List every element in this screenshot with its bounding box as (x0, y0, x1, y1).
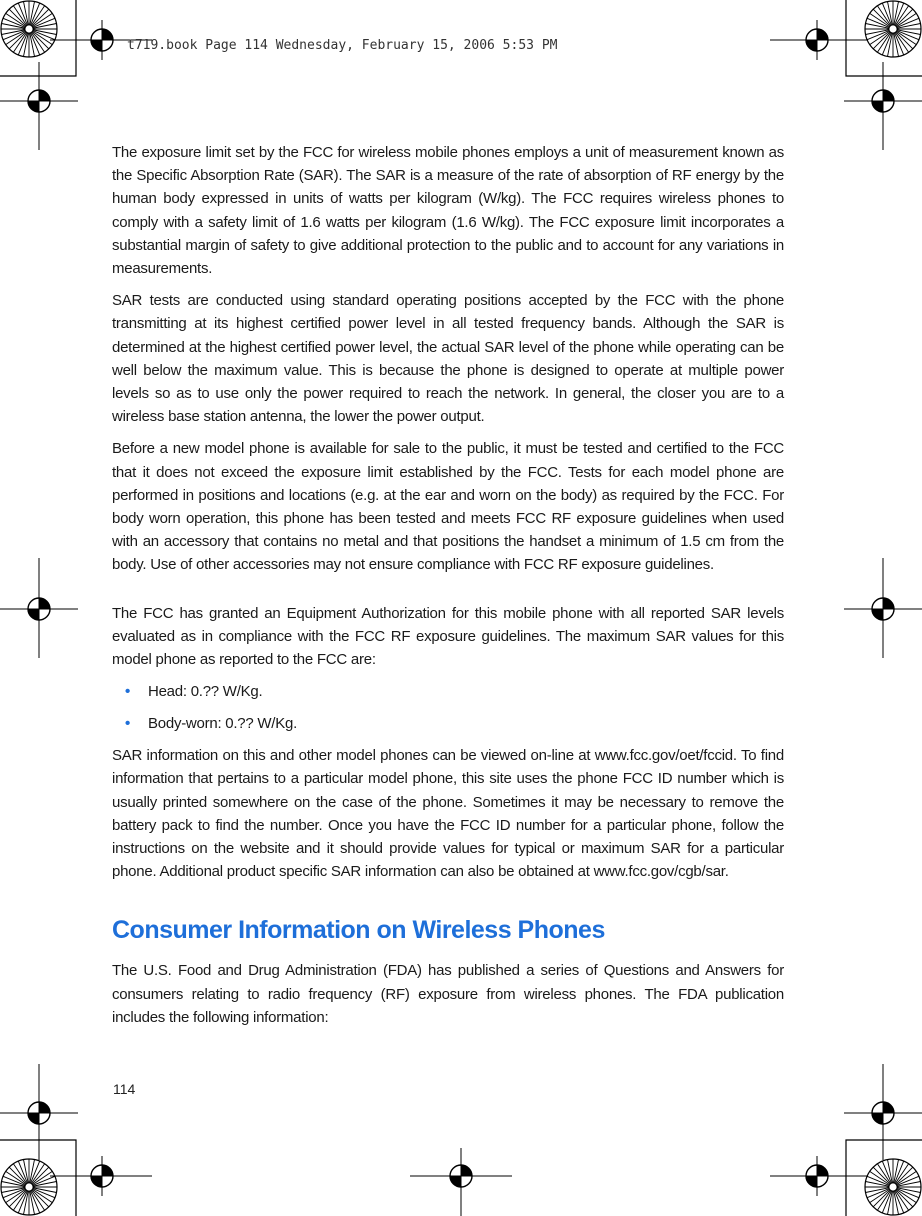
paragraph-certification: Before a new model phone is available for sale to the public, it must be tested and certified to the FCC that it does not exceed the exposure limit established by the FCC. Tests for each model phone are performed in positions and locations (e.g. at the ear and worn on the body) as required by the FCC. For body worn operation, this phone has been tested and meets FCC RF exposure guidelines when used with an accessory that contains no metal and that positions the handset a minimum of 1.5 cm from the body. Use of other accessories may not ensure compliance with FCC RF exposure guidelines. (112, 440, 784, 574)
paragraph-equipment-authorization: The FCC has granted an Equipment Authorization for this mobile phone with all reported SAR levels evaluated as in compliance with the FCC RF exposure guidelines. The maximum SAR values for this model phone as reported to the FCC are: (112, 604, 784, 669)
bullet-icon: • (125, 683, 131, 701)
sar-values-list (112, 680, 784, 735)
page-number: 114 (113, 1081, 136, 1097)
list-item-text: Body-worn: 0.?? W/Kg. (148, 715, 297, 733)
print-header: t719.book Page 114 Wednesday, February 15, 2006 5:53 PM (127, 38, 558, 53)
paragraph-fda-info: The U.S. Food and Drug Administration (FDA) has published a series of Questions and Answers for consumers relating to radio frequency (RF) exposure from wireless phones. The FDA publication includes the following information: (112, 962, 784, 1026)
page-content (112, 141, 784, 1038)
section-heading: Consumer Information on Wireless Phones (112, 916, 605, 945)
corner-starburst-bottom-left (1, 1159, 57, 1215)
corner-starburst-top-left (1, 1, 57, 57)
corner-starburst-top-right (865, 1, 921, 57)
paragraph-sar-definition: The exposure limit set by the FCC for wireless mobile phones employs a unit of measurement known as the Specific Absorption Rate (SAR). The SAR is a measure of the rate of absorption of RF energy by the human body expressed in units of watts per kilogram (W/kg). The FCC requires wireless phones to comply with a safety limit of 1.6 watts per kilogram (1.6 W/kg). The FCC exposure limit incorporates a substantial margin of safety to give additional protection to the public and to account for any variations in measurements. (112, 144, 784, 278)
list-item-text: Head: 0.?? W/Kg. (148, 683, 263, 701)
bullet-icon: • (125, 715, 131, 733)
corner-starburst-bottom-right (865, 1159, 921, 1215)
list-item (112, 712, 784, 735)
list-item (112, 680, 784, 703)
paragraph-sar-online-info: SAR information on this and other model phones can be viewed on-line at www.fcc.gov/oet/fccid. To find information that pertains to a particular model phone, this site uses the phone FCC ID number which is usually printed somewhere on the case of the phone. Sometimes it may be necessary to remove the battery pack to find the number. Once you have the FCC ID number for a particular phone, follow the instructions on the website and it should provide values for typical or maximum SAR for a particular phone. Additional product specific SAR information can also be obtained at www.fcc.gov/cgb/sar. (112, 747, 784, 881)
paragraph-sar-tests: SAR tests are conducted using standard operating positions accepted by the FCC with the phone transmitting at its highest certified power level in all tested frequency bands. Although the SAR is determined at the highest certified power level, the actual SAR level of the phone while operating can be well below the maximum value. This is because the phone is designed to operate at multiple power levels so as to use only the power required to reach the network. In general, the closer you are to a wireless base station antenna, the lower the power output. (112, 292, 784, 426)
